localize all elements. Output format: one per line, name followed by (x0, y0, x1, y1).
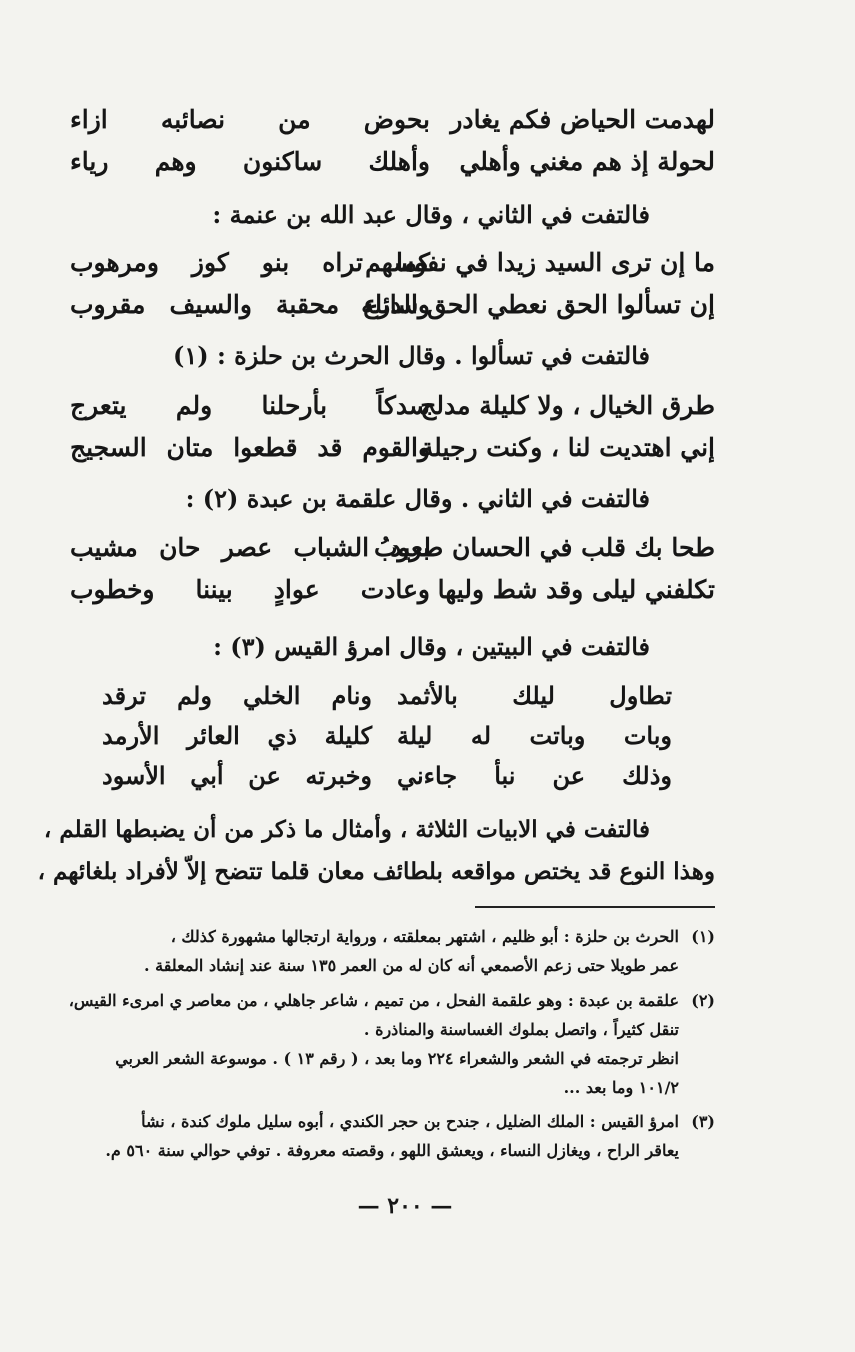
footnote-number: (٢) (691, 991, 715, 1010)
footnote-separator (475, 906, 715, 908)
footnote-number: (١) (691, 927, 715, 946)
verse-second-hemistich: وخبرته عن أبي الأسود (102, 761, 372, 790)
verse-line (70, 147, 715, 195)
footnote-line: عمر طويلا حتى زعم الأصمعي أنه كان له من العمر ١٣٥ سنة عند إنشاد المعلقة . (143, 956, 679, 975)
verse-first-hemistich: إن تسألوا الحق نعطي الحق سائله (361, 290, 715, 319)
verse-second-hemistich: كما تراه بنو كوز ومرهوب (70, 248, 430, 277)
verse-line (70, 105, 715, 153)
verse-second-hemistich: بعيد الشباب عصر حان مشيب (70, 533, 430, 562)
verse-line (70, 248, 715, 296)
verse-second-hemistich: وعادت عوادٍ بيننا وخطوب (70, 575, 430, 604)
verse-second-hemistich: والقوم قد قطعوا متان السجيج (70, 433, 430, 462)
verse-first-hemistich: لحولة إذ هم مغني وأهلي (459, 147, 715, 176)
footnote-line: يعاقر الراح ، ويغازل النساء ، ويعشق اللهو ، وقصته معروفة . توفي حوالي سنة ٥٦٠ م. (105, 1141, 679, 1160)
verse-first-hemistich: وذلك عن نبأ جاءني (397, 761, 672, 790)
footnote-line: امرؤ القيس : الملك الضليل ، جندح بن حجر الكندي ، أبوه سليل ملوك كندة ، نشأ (141, 1112, 679, 1131)
verse-second-hemistich: ونام الخلي ولم ترقد (102, 681, 372, 710)
page-number: — ٢٠٠ — (357, 1193, 453, 1219)
verse-line (70, 433, 715, 481)
verse-first-hemistich: تكلفني ليلى وقد شط وليها (437, 575, 715, 604)
verse-first-hemistich: طحا بك قلب في الحسان طروبُ (373, 533, 715, 562)
verse-line (102, 721, 672, 765)
intro-line: فالتفت في تسألوا . وقال الحرث بن حلزة : (١) (173, 341, 650, 370)
paragraph-line: وهذا النوع قد يختص مواقعه بلطائف معان قلما تتضح إلاّ لأفراد بلغائهم ، (37, 858, 715, 885)
footnote-line: تنقل كثيراً ، واتصل بملوك الغساسنة والمناذرة . (363, 1020, 679, 1039)
verse-line (102, 681, 672, 725)
verse-first-hemistich: ما إن ترى السيد زيدا في نفوسهم (365, 248, 715, 277)
verse-line (70, 575, 715, 623)
verse-line (70, 533, 715, 581)
intro-line: فالتفت في الثاني . وقال علقمة بن عبدة (٢) : (185, 484, 650, 513)
intro-line: فالتفت في البيتين ، وقال امرؤ القيس (٣) : (213, 632, 650, 661)
verse-first-hemistich: إني اهتديت لنا ، وكنت رجيلة (420, 433, 715, 462)
verse-line (70, 290, 715, 338)
verse-second-hemistich: والدرع محقبة والسيف مقروب (70, 290, 430, 319)
verse-second-hemistich: كليلة ذي العائر الأرمد (102, 721, 372, 750)
verse-line (70, 391, 715, 439)
verse-second-hemistich: بحوض من نصائبه ازاء (70, 105, 430, 134)
footnote-line: الحرث بن حلزة : أبو ظليم ، اشتهر بمعلقته ، ورواية ارتجالها مشهورة كذلك ، (170, 927, 679, 946)
paragraph-line: فالتفت في الابيات الثلاثة ، وأمثال ما ذكر من أن يضبطها القلم ، (43, 816, 650, 843)
verse-first-hemistich: تطاول ليلك بالأثمد (397, 681, 672, 710)
verse-line (102, 761, 672, 805)
verse-first-hemistich: وبات وباتت له ليلة (397, 721, 672, 750)
intro-line: فالتفت في الثاني ، وقال عبد الله بن عنمة : (212, 200, 650, 229)
footnote-line: ١٠١/٢ وما بعد ... (563, 1078, 679, 1097)
verse-second-hemistich: وأهلك ساكنون وهم رياء (70, 147, 430, 176)
footnote-line: انظر ترجمته في الشعر والشعراء ٢٢٤ وما بعد ، ( رقم ١٣ ) . موسوعة الشعر العربي (115, 1049, 679, 1068)
verse-first-hemistich: طرق الخيال ، ولا كليلة مدلج (420, 391, 715, 420)
footnote-line: علقمة بن عبدة : وهو علقمة الفحل ، من تميم ، شاعر جاهلي ، من معاصر ي امرىء القيس، (68, 991, 679, 1010)
verse-second-hemistich: سدكاً بأرحلنا ولم يتعرج (70, 391, 430, 420)
footnote-number: (٣) (691, 1112, 715, 1131)
verse-first-hemistich: لهدمت الحياض فكم يغادر (450, 105, 715, 134)
